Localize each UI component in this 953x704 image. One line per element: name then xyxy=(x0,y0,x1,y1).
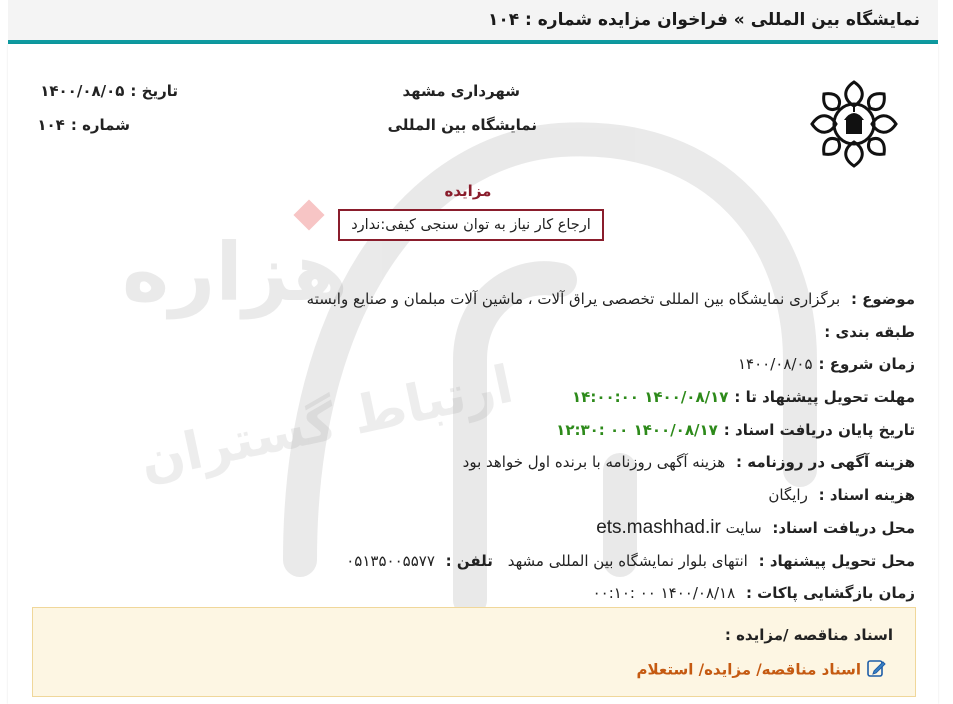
quality-note: ارجاع کار نیاز به توان سنجی کیفی:ندارد xyxy=(338,209,604,241)
org-subname: نمایشگاه بین المللی xyxy=(387,116,537,134)
date-value: ۱۴۰۰/۰۸/۰۵ xyxy=(40,82,125,100)
number-value: ۱۰۴ xyxy=(37,116,65,134)
category-row xyxy=(35,319,915,352)
doc-end-label: تاریخ پایان دریافت اسناد : xyxy=(723,420,915,439)
opening-value: ۱۴۰۰/۰۸/۱۸ ۰۰ :۰۰:۱۰ xyxy=(592,584,736,603)
category-label: طبقه بندی : xyxy=(824,322,915,341)
doc-end-value: ۱۴۰۰/۰۸/۱۷ ۰۰ :۱۲:۳۰ xyxy=(556,420,718,439)
subject-row xyxy=(35,286,915,319)
deadline-label: مهلت تحویل پیشنهاد تا : xyxy=(734,388,915,407)
opening-label: زمان بازگشایی پاکات : xyxy=(745,584,915,603)
phone-label: تلفن : xyxy=(445,551,493,570)
doc-end-row xyxy=(35,417,915,450)
phone-value: ۰۵۱۳۵۰۰۵۵۷۷ xyxy=(346,551,435,570)
doc-place-prefix: سایت xyxy=(725,518,762,537)
start-value: ۱۴۰۰/۰۸/۰۵ xyxy=(737,355,813,374)
auction-type: مزایده xyxy=(444,182,492,200)
delivery-row xyxy=(35,548,915,581)
subject-label: موضوع : xyxy=(850,290,915,308)
delivery-label: محل تحویل پیشنهاد : xyxy=(758,551,915,570)
details-list xyxy=(35,286,915,613)
doc-cost-label: هزینه اسناد : xyxy=(818,486,915,505)
mashhad-municipality-logo-icon xyxy=(806,76,902,172)
deadline-value: ۱۴۰۰/۰۸/۱۷ ۱۴:۰۰:۰۰ xyxy=(572,388,729,407)
page-title: نمایشگاه بین المللی » فراخوان مزایده شماره : ۱۰۴ xyxy=(488,10,920,30)
notice-date xyxy=(38,82,178,100)
doc-cost-value: رایگان xyxy=(768,486,808,505)
pencil-icon xyxy=(867,658,887,682)
org-name: شهرداری مشهد xyxy=(402,82,520,100)
number-label: شماره : xyxy=(70,116,130,134)
subject-value: برگزاری نمایشگاه بین المللی تخصصی یراق آلات ، ماشین آلات مبلمان و صنایع وابسته xyxy=(306,290,841,308)
docs-link[interactable] xyxy=(637,658,888,682)
deadline-row xyxy=(35,384,915,417)
page-header xyxy=(8,0,938,44)
notice-number xyxy=(38,116,130,134)
doc-cost-row xyxy=(35,482,915,515)
doc-place-site-link[interactable]: ets.mashhad.ir xyxy=(596,516,721,538)
ad-cost-row xyxy=(35,449,915,482)
ad-cost-value: هزینه آگهی روزنامه با برنده اول خواهد بود xyxy=(462,453,726,472)
start-row xyxy=(35,351,915,384)
start-label: زمان شروع : xyxy=(818,355,915,374)
doc-place-row xyxy=(35,515,915,548)
docs-title: اسناد مناقصه /مزایده : xyxy=(724,626,893,644)
delivery-value: انتهای بلوار نمایشگاه بین المللی مشهد xyxy=(507,551,748,570)
ad-cost-label: هزینه آگهی در روزنامه : xyxy=(736,453,915,472)
docs-link-label[interactable]: اسناد مناقصه/ مزایده/ استعلام xyxy=(636,660,861,679)
date-label: تاریخ : xyxy=(130,82,178,100)
doc-place-label: محل دریافت اسناد: xyxy=(772,518,915,537)
docs-panel xyxy=(32,607,916,697)
